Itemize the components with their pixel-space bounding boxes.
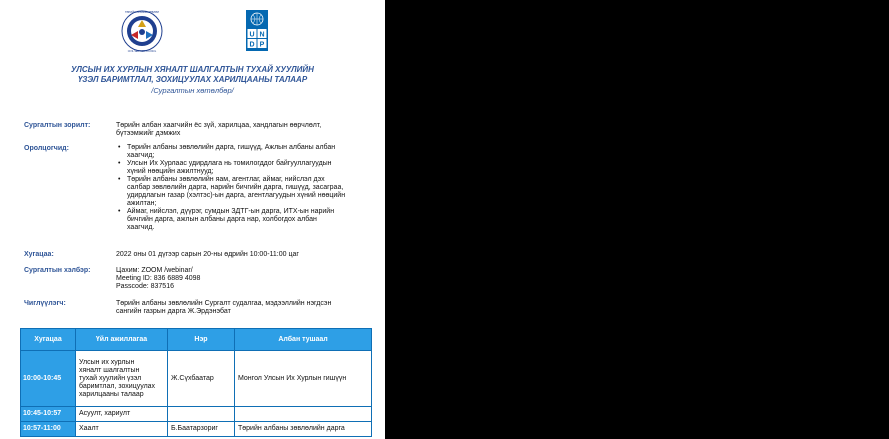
- row-time: 10:00-10:45: [21, 351, 76, 407]
- row-time: 10:45-10:57: [21, 407, 76, 422]
- row-position: [235, 407, 372, 422]
- title-subtitle: /Сургалтын хөтөлбөр/: [151, 86, 234, 95]
- table-row: [21, 351, 372, 407]
- svg-text:CIVIL SERVICE COUNCIL: CIVIL SERVICE COUNCIL: [127, 50, 157, 53]
- council-emblem-logo: [116, 9, 168, 53]
- activity-line: харилцааны талаар: [79, 390, 144, 398]
- table-row: [21, 422, 372, 437]
- participant-item: [116, 208, 370, 231]
- participant-line: хүний нөөцийн ажилтнууд;: [127, 167, 214, 175]
- goal-label: Сургалтын зорилт:: [24, 122, 91, 129]
- undp-letter-u: U: [249, 31, 255, 39]
- activity-line: тухай хуулийн үзэл: [79, 374, 142, 382]
- row-name: Б.Баатарзориг: [168, 422, 235, 437]
- date-label: Хугацаа:: [24, 251, 54, 258]
- moderator-label: Чиглүүлэгч:: [24, 300, 66, 307]
- schedule-header-row: [21, 329, 372, 351]
- format-line: Цахим: ZOOM /webinar/: [116, 267, 193, 274]
- participant-line: • Төрийн албаны зөвлөлийн дарга, гишүүд, Ажлын албаны албан: [127, 144, 336, 151]
- undp-letter-n: N: [259, 31, 265, 39]
- participant-line: ажилтан;: [127, 199, 157, 207]
- activity-line: Улсын их хурлын: [79, 358, 135, 366]
- row-activity: Хаалт: [76, 422, 168, 437]
- row-activity: [76, 351, 168, 407]
- format-label: Сургалтын хэлбэр:: [24, 267, 91, 274]
- moderator-line: Төрийн албаны зөвлөлийн Сургалт судалгаа, мэдээллийн нэгдсэн: [116, 300, 332, 307]
- header-activity: Үйл ажиллагаа: [76, 329, 168, 351]
- undp-letter-p: P: [259, 41, 265, 49]
- table-row: [21, 407, 372, 422]
- participant-line: • Төрийн албаны зөвлөлийн яам, агентлаг, аймаг, нийслэл дэх: [127, 176, 325, 184]
- row-position: Монгол Улсын Их Хурлын гишүүн: [235, 351, 372, 407]
- schedule-table: [20, 328, 372, 437]
- document-page: [0, 0, 385, 439]
- row-activity: Асуулт, хариулт: [76, 407, 168, 422]
- participant-line: • Улсын Их Хурлаас удирдлага нь томилогддог байгууллагуудын: [127, 160, 332, 168]
- header-time: Хугацаа: [21, 329, 76, 351]
- title-line-1: УЛСЫН ИХ ХУРЛЫН ХЯНАЛТ ШАЛГАЛТЫН ТУХАЙ ХУУЛИЙН: [71, 65, 314, 74]
- participant-line: бичгийн дарга, ажлын албаны дарга нар, холбогдох албан: [127, 215, 317, 223]
- activity-line: хяналт шалгалтын: [79, 366, 140, 374]
- activity-line: баримтлал, зохицуулах: [79, 382, 156, 390]
- svg-text:ТӨРИЙН АЛБАНЫ ЗӨВЛӨЛ: ТӨРИЙН АЛБАНЫ ЗӨВЛӨЛ: [124, 11, 160, 14]
- participant-line: удирдлагын газар (хэлтэс)-ын дарга, агентлагуудын хүний нөөцийн: [127, 191, 346, 199]
- participants-label: Оролцогчид:: [24, 145, 69, 152]
- row-time: 10:57-11:00: [21, 422, 76, 437]
- participant-line: хаагчид;: [127, 151, 155, 159]
- header-position: Албан тушаал: [235, 329, 372, 351]
- participants-list: [116, 144, 370, 232]
- participant-line: салбар зөвлөлийн дарга, нарийн бичгийн дарга, гишүүд, засаграа,: [127, 184, 344, 192]
- title-line-2: ҮЗЭЛ БАРИМТЛАЛ, ЗОХИЦУУЛАХ ХАРИЛЦААНЫ ТАЛААР: [77, 75, 308, 84]
- participant-line: хаагчид.: [127, 223, 155, 231]
- row-name: Ж.Сүхбаатар: [168, 351, 235, 407]
- date-value: 2022 оны 01 дүгээр сарын 20-ны өдрийн 10:00-11:00 цаг: [116, 251, 299, 258]
- goal-line: Төрийн албан хаагчийн ёс зүй, харилцаа, хандлагын өөрчлөлт,: [116, 122, 322, 129]
- undp-logo: [246, 10, 268, 51]
- meeting-id: Meeting ID: 836 6889 4098: [116, 275, 201, 282]
- black-background-area: [385, 0, 889, 439]
- goal-value: [116, 122, 368, 138]
- row-name: [168, 407, 235, 422]
- participant-line: • Аймаг, нийслэл, дүүрэг, сумдын ЗДТГ-ын дарга, ИТХ-ын нарийн: [127, 208, 335, 216]
- participant-item: [116, 176, 370, 207]
- participant-item: [116, 160, 370, 176]
- format-value: [116, 267, 368, 291]
- participant-item: [116, 144, 370, 160]
- passcode: Passcode: 837516: [116, 283, 174, 290]
- undp-letter-d: D: [249, 41, 255, 49]
- header-name: Нэр: [168, 329, 235, 351]
- goal-line: бүтээмжийг дэмжих: [116, 130, 181, 137]
- moderator-line: сангийн газрын дарга Ж.Эрдэнэбат: [116, 308, 231, 315]
- row-position: Төрийн албаны зөвлөлийн дарга: [235, 422, 372, 437]
- moderator-value: [116, 300, 368, 316]
